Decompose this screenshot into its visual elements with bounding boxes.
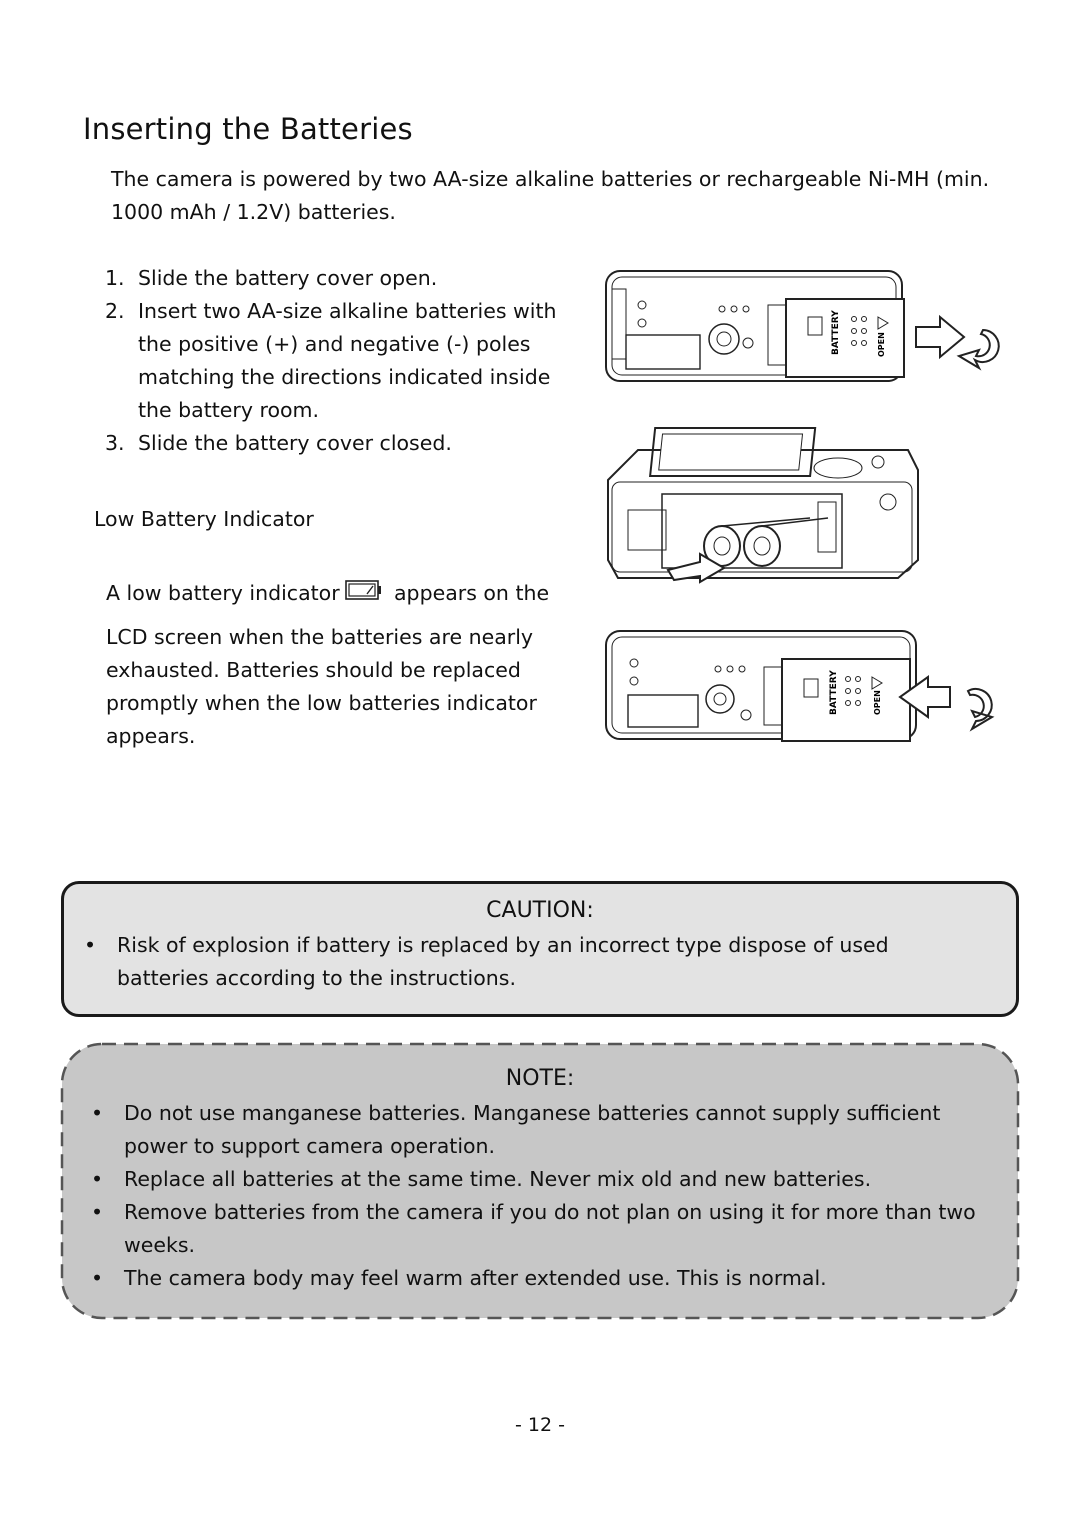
open-label: OPEN — [873, 690, 882, 715]
camera-batteries-illustration — [598, 420, 928, 590]
step-item — [105, 295, 575, 427]
step-item — [105, 262, 575, 295]
low-battery-paragraph: LCD screen when the batteries are nearly exhausted. Batteries should be replaced promptly when the low batteries indicator appears. — [106, 625, 537, 748]
steps-list — [105, 262, 575, 460]
low-battery-icon — [345, 579, 383, 605]
step-text: Insert two AA-size alkaline batteries with the positive (+) and negative (-) poles matching the directions indicated inside the battery room. — [138, 299, 557, 422]
figure-open-cover — [598, 265, 1008, 394]
step-number: 3. — [105, 431, 125, 455]
page-title: Inserting the Batteries — [83, 112, 413, 146]
step-text: Slide the battery cover closed. — [138, 431, 452, 455]
caution-title: CAUTION: — [486, 898, 594, 923]
note-item: • Remove batteries from the camera if you do not plan on using it for more than two weeks. — [91, 1196, 996, 1262]
camera-closed-illustration — [598, 623, 1008, 748]
note-list — [91, 1097, 996, 1295]
battery-label: BATTERY — [829, 670, 839, 715]
note-title: NOTE: — [505, 1066, 575, 1091]
caution-item: • Risk of explosion if battery is replaced by an incorrect type dispose of used batteries according to the instructions. — [84, 929, 984, 995]
open-label: OPEN — [877, 332, 886, 357]
step-item — [105, 427, 575, 460]
note-item: • Replace all batteries at the same time. Never mix old and new batteries. — [91, 1163, 996, 1196]
intro-paragraph: The camera is powered by two AA-size alkaline batteries or rechargeable Ni-MH (min. 1000 mAh / 1.2V) batteries. — [111, 167, 990, 224]
step-number: 1. — [105, 266, 125, 290]
note-item: • Do not use manganese batteries. Manganese batteries cannot supply sufficient power to support camera operation. — [91, 1097, 996, 1163]
low-battery-text-end: appears on the — [394, 581, 550, 605]
figure-close-cover — [598, 623, 1008, 752]
caution-list — [84, 929, 984, 995]
camera-bottom-illustration — [598, 265, 1008, 390]
note-item: • The camera body may feel warm after extended use. This is normal. — [91, 1262, 996, 1295]
battery-label: BATTERY — [831, 310, 841, 355]
figure-insert-batteries — [598, 420, 928, 594]
step-number: 2. — [105, 299, 125, 323]
page-number: - 12 - — [515, 1414, 565, 1436]
low-battery-heading: Low Battery Indicator — [94, 507, 314, 531]
low-battery-text-start: A low battery indicator — [106, 581, 340, 605]
step-text: Slide the battery cover open. — [138, 266, 438, 290]
